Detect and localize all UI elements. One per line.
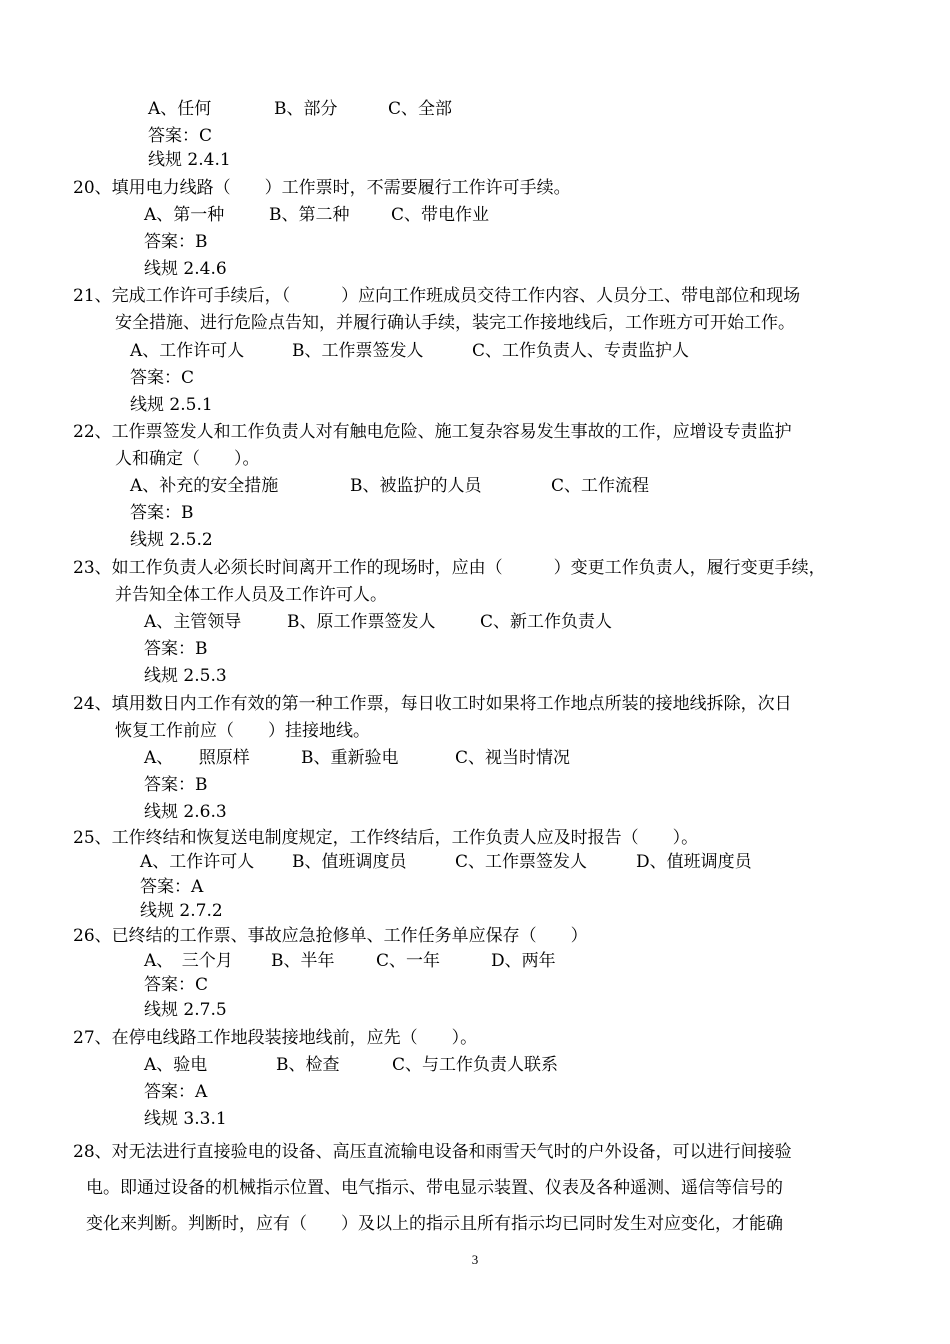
q26-stem: 26、已终结的工作票、事故应急抢修单、工作任务单应保存（ ） [73, 926, 588, 946]
q22-stem-line1: 22、工作票签发人和工作负责人对有触电危险、施工复杂容易发生事故的工作，应增设专责监护 [73, 422, 792, 442]
option-c: C、工作流程 [551, 476, 650, 496]
q21-answer: 答案：C [130, 368, 195, 388]
option-b: B、部分 [274, 99, 338, 119]
q27-options [144, 1053, 844, 1077]
option-b: B、原工作票签发人 [287, 612, 436, 632]
q23-options [144, 610, 844, 634]
q24-options [144, 746, 844, 770]
q22-options [130, 474, 830, 498]
option-c: C、带电作业 [391, 205, 490, 225]
option-b: B、工作票签发人 [292, 341, 424, 361]
option-b: B、第二种 [269, 205, 350, 225]
option-c: C、与工作负责人联系 [392, 1055, 559, 1075]
q28-stem-line1: 28、对无法进行直接验电的设备、高压直流输电设备和雨雪天气时的户外设备，可以进行间接验 [73, 1142, 792, 1162]
option-c: C、工作票签发人 [455, 852, 588, 872]
option-a: A、补充的安全措施 [130, 476, 279, 496]
q21-options [130, 339, 830, 363]
option-a: A、任何 [148, 99, 212, 119]
q21-stem-line1: 21、完成工作许可手续后，（ ）应向工作班成员交待工作内容、人员分工、带电部位和现场 [73, 286, 801, 306]
q27-stem: 27、在停电线路工作地段装接地线前，应先（ ）。 [73, 1028, 478, 1048]
option-b: B、检查 [276, 1055, 340, 1075]
q26-answer: 答案：C [144, 975, 209, 995]
option-a: A、第一种 [144, 205, 225, 225]
q22-answer: 答案：B [130, 503, 194, 523]
option-d: D、两年 [491, 951, 556, 971]
q20-answer: 答案：B [144, 232, 208, 252]
q20-options [144, 203, 844, 227]
q26-reference: 线规 2.7.5 [144, 1000, 227, 1020]
q25-stem: 25、工作终结和恢复送电制度规定，工作终结后，工作负责人应及时报告（ ）。 [73, 828, 699, 848]
option-a: A、验电 [144, 1055, 208, 1075]
q25-reference: 线规 2.7.2 [140, 901, 223, 921]
option-c: C、一年 [376, 951, 441, 971]
q22-reference: 线规 2.5.2 [130, 530, 213, 550]
option-b: B、值班调度员 [292, 852, 407, 872]
q23-answer: 答案：B [144, 639, 208, 659]
option-b: B、半年 [271, 951, 335, 971]
option-a: A、工作许可人 [130, 341, 245, 361]
q23-stem-line2: 并告知全体工作人员及工作许可人。 [115, 585, 387, 605]
option-a: A、主管领导 [144, 612, 242, 632]
q21-reference: 线规 2.5.1 [130, 395, 213, 415]
option-c: C、全部 [388, 99, 453, 119]
option-b: B、被监护的人员 [350, 476, 482, 496]
q19-reference: 线规 2.4.1 [148, 150, 231, 170]
q21-stem-line2: 安全措施、进行危险点告知，并履行确认手续，装完工作接地线后，工作班方可开始工作。 [115, 313, 795, 333]
q28-stem-line2: 电。即通过设备的机械指示位置、电气指示、带电显示装置、仪表及各种遥测、遥信等信号的 [86, 1178, 783, 1198]
option-c: C、新工作负责人 [480, 612, 613, 632]
option-a: A、 照原样 [144, 748, 250, 768]
q24-reference: 线规 2.6.3 [144, 802, 227, 822]
q24-answer: 答案：B [144, 775, 208, 795]
q19-options [148, 97, 848, 121]
q26-options [144, 949, 844, 973]
option-a: A、工作许可人 [140, 852, 255, 872]
q19-answer: 答案：C [148, 126, 213, 146]
option-c: C、视当时情况 [455, 748, 571, 768]
option-d: D、值班调度员 [636, 852, 752, 872]
q23-stem-line1: 23、如工作负责人必须长时间离开工作的现场时，应由（ ）变更工作负责人，履行变更手续， [73, 558, 826, 578]
q25-options [140, 850, 860, 874]
q23-reference: 线规 2.5.3 [144, 666, 227, 686]
q22-stem-line2: 人和确定（ ）。 [115, 449, 260, 469]
q24-stem-line1: 24、填用数日内工作有效的第一种工作票，每日收工时如果将工作地点所装的接地线拆除，次日 [73, 694, 792, 714]
q25-answer: 答案：A [140, 877, 204, 897]
option-b: B、重新验电 [301, 748, 399, 768]
q24-stem-line2: 恢复工作前应（ ）挂接地线。 [115, 721, 370, 741]
option-a: A、 三个月 [144, 951, 233, 971]
q20-reference: 线规 2.4.6 [144, 259, 227, 279]
option-c: C、工作负责人、专责监护人 [472, 341, 690, 361]
q20-stem: 20、填用电力线路（ ）工作票时，不需要履行工作许可手续。 [73, 178, 571, 198]
q27-answer: 答案：A [144, 1082, 208, 1102]
page-number: 3 [471, 1252, 479, 1267]
q28-stem-line3: 变化来判断。判断时，应有（ ）及以上的指示且所有指示均已同时发生对应变化，才能确 [86, 1214, 783, 1234]
q27-reference: 线规 3.3.1 [144, 1109, 227, 1129]
